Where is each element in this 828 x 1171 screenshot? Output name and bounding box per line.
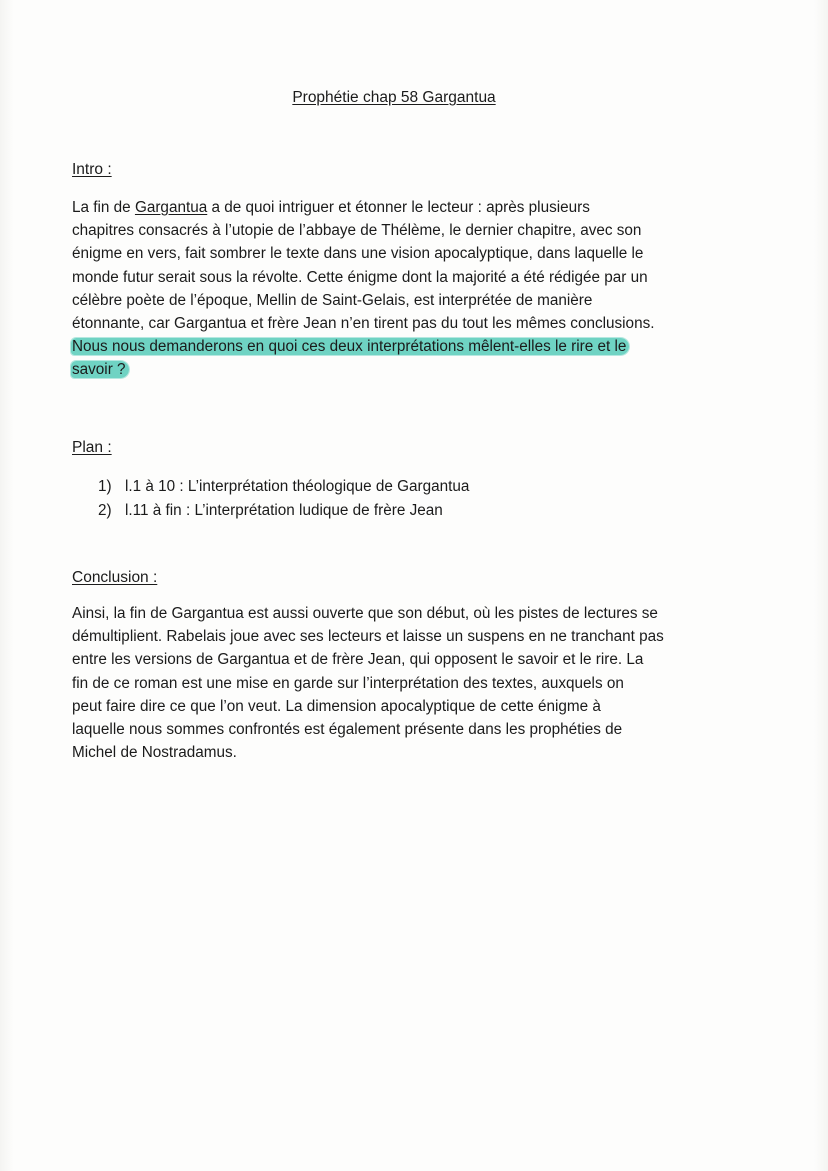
intro-line xyxy=(72,196,722,219)
plan-item xyxy=(98,475,469,499)
document-title: Prophétie chap 58 Gargantua xyxy=(292,89,496,106)
conclusion-line: Michel de Nostradamus. xyxy=(72,744,237,762)
plan-item-text: l.11 à fin : L’interprétation ludique de frère Jean xyxy=(125,501,443,519)
conclusion-paragraph xyxy=(72,602,722,764)
intro-line: monde futur serait sous la révolte. Cette énigme dont la majorité a été rédigée par un xyxy=(72,268,648,286)
plan-item xyxy=(98,499,469,523)
conclusion-line: laquelle nous sommes confrontés est également présente dans les prophéties de xyxy=(72,721,623,739)
plan-item-number: 2) xyxy=(98,501,112,519)
conclusion-line: Ainsi, la fin de Gargantua est aussi ouverte que son début, où les pistes de lectures se xyxy=(72,605,658,622)
work-title-gargantua: Gargantua xyxy=(134,199,208,216)
plan-heading: Plan : xyxy=(72,439,112,456)
highlighted-problematic: savoir ? xyxy=(71,361,129,378)
conclusion-line: entre les versions de Gargantua et de frère Jean, qui opposent le savoir et le rire. La xyxy=(72,651,644,669)
conclusion-line: fin de ce roman est une mise en garde sur l’interprétation des textes, auxquels on xyxy=(72,674,624,692)
intro-line: célèbre poète de l’époque, Mellin de Saint-Gelais, est interprétée de manière xyxy=(72,291,593,309)
intro-line: chapitres consacrés à l’utopie de l’abbaye de Thélème, le dernier chapitre, avec son xyxy=(72,222,642,240)
intro-line1-start: La fin de xyxy=(72,199,135,216)
intro-line: étonnante, car Gargantua et frère Jean n’en tirent pas du tout les mêmes conclusions. xyxy=(72,315,655,333)
conclusion-heading: Conclusion : xyxy=(72,569,158,586)
plan-item-number: 1) xyxy=(98,478,112,495)
intro-line1-end: a de quoi intriguer et étonner le lecteur : après plusieurs xyxy=(207,199,590,216)
plan-list xyxy=(98,475,469,522)
intro-heading: Intro : xyxy=(72,161,112,178)
conclusion-line: peut faire dire ce que l’on veut. La dimension apocalyptique de cette énigme à xyxy=(72,697,601,715)
problematic-line xyxy=(72,335,722,358)
intro-paragraph xyxy=(72,196,722,382)
highlighted-problematic: Nous nous demanderons en quoi ces deux interprétations mêlent-elles le rire et le xyxy=(71,338,629,355)
conclusion-line: démultiplient. Rabelais joue avec ses lecteurs et laisse un suspens en ne tranchant pas xyxy=(72,628,664,646)
intro-line: énigme en vers, fait sombrer le texte dans une vision apocalyptique, dans laquelle le xyxy=(72,245,644,263)
plan-item-text: l.1 à 10 : L’interprétation théologique de Gargantua xyxy=(125,478,470,495)
problematic-line xyxy=(72,358,722,381)
